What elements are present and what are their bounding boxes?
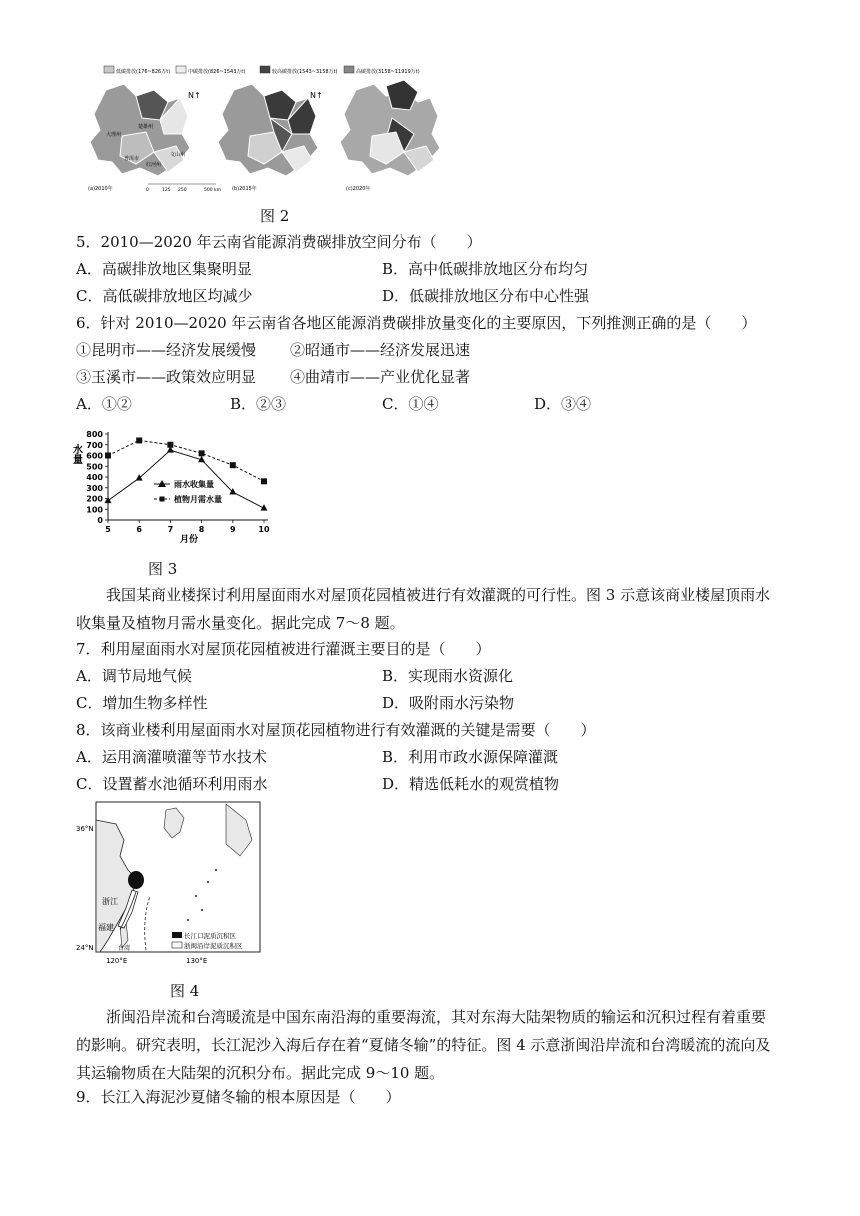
- q6-option-c: C．①④: [382, 395, 439, 413]
- legend-high: 较高碳排放(1543~3158万t): [272, 69, 338, 75]
- q8-option-a: A．运用滴灌喷灌等节水技术: [76, 748, 267, 766]
- y-tick-label: 300: [86, 483, 103, 493]
- legend-swatch-mid: [176, 66, 186, 73]
- series-0-point: [136, 474, 143, 481]
- q5-option-a: A．高碳排放地区集聚明显: [76, 260, 252, 278]
- scale-label: 125: [162, 188, 171, 192]
- y-tick-label: 800: [86, 430, 103, 439]
- y-tick-label: 500: [86, 462, 103, 472]
- legend-item-demand: [154, 494, 222, 504]
- lon-label: 130°E: [186, 957, 208, 965]
- y-tick-label: 200: [86, 494, 103, 504]
- q5-option-b: B．高中低碳排放地区分布均匀: [382, 260, 589, 278]
- q6-stem: 6．针对 2010—2020 年云南省各地区能源消费碳排放量变化的主要原因，下列推测正确的是（ ）: [76, 314, 757, 332]
- q8-stem: 8．该商业楼利用屋面雨水对屋顶花园植物进行有效灌溉的关键是需要（ ）: [76, 721, 596, 739]
- y-tick-label: 600: [86, 451, 103, 461]
- panel-label: (b)2015年: [232, 186, 257, 192]
- lon-label: 120°E: [106, 957, 128, 965]
- map-2020: [340, 80, 440, 192]
- chart-ylabel: 水量: [70, 444, 82, 464]
- q5-option-d: D．低碳排放地区分布中心性强: [382, 287, 590, 305]
- x-tick-label: 8: [198, 525, 205, 534]
- q7-stem: 7．利用屋面雨水对屋顶花园植被进行灌溉主要目的是（ ）: [76, 640, 491, 658]
- q6-statement-1: ①昆明市——经济发展缓慢: [76, 341, 257, 359]
- series-1-point: [261, 478, 267, 484]
- passage-9-10: 浙闽沿岸流和台湾暖流是中国东南沿海的重要海流，其对东海大陆架物质的输运和沉积过程有着重要的影响。研究表明，长江泥沙入海后存在着“夏储冬输”的特征。图 4 示意浙闽沿岸流和台湾暖流的流向及其运输物质在大陆架的沉积分布。据此完成 9～10 题。: [76, 1008, 771, 1082]
- place-label-fujian: 福建: [98, 923, 114, 932]
- y-tick-label: 700: [86, 440, 103, 450]
- map-2010: [88, 84, 221, 192]
- figure4-caption: 图 4: [170, 982, 200, 1000]
- legend-yangtze: 长江口泥质沉积区: [184, 932, 236, 940]
- north-arrow-icon: N↑: [188, 91, 201, 100]
- lat-label: 36°N: [76, 825, 94, 833]
- legend-low: 低碳排放(176~826万t): [116, 69, 171, 75]
- legend-zhemin: 浙闽沿岸泥质沉积区: [184, 942, 243, 950]
- q8-option-c: C．设置蓄水池循环利用雨水: [76, 775, 268, 793]
- north-arrow-icon: N↑: [310, 91, 323, 100]
- q9-stem: 9．长江入海泥沙夏储冬输的根本原因是（ ）: [76, 1088, 401, 1106]
- passage-7-8: 我国某商业楼探讨利用屋面雨水对屋顶花园植被进行有效灌溉的可行性。图 3 示意该商业楼屋顶雨水收集量及植物月需水量变化。据此完成 7～8 题。: [76, 586, 771, 632]
- q6-statement-4: ④曲靖市——产业优化显著: [290, 368, 471, 386]
- x-tick-label: 10: [258, 525, 270, 534]
- map-2015: [218, 84, 323, 192]
- y-tick-label: 400: [86, 473, 103, 482]
- q5-option-c: C．高低碳排放地区均减少: [76, 287, 253, 305]
- series-1-point: [230, 462, 236, 468]
- map-label: 大理州: [106, 132, 122, 138]
- q6-option-d: D．③④: [534, 395, 592, 413]
- legend-swatch-low: [104, 66, 114, 73]
- x-tick-label: 9: [230, 525, 236, 534]
- q6-statement-3: ③玉溪市——政策效应明显: [76, 368, 257, 386]
- q7-option-d: D．吸附雨水污染物: [382, 694, 515, 712]
- q7-option-b: B．实现雨水资源化: [382, 667, 514, 685]
- panel-label: (c)2020年: [346, 186, 371, 192]
- q8-option-b: B．利用市政水源保障灌溉: [382, 748, 559, 766]
- x-tick-label: 6: [136, 525, 142, 534]
- lat-label: 24°N: [76, 944, 94, 952]
- series-1-point: [167, 442, 173, 448]
- legend-swatch-highest: [344, 66, 354, 73]
- yangtze-mud-area: [128, 871, 144, 889]
- legend-item-rain: [154, 479, 214, 489]
- figure3-caption: 图 3: [148, 560, 178, 578]
- q6-option-b: B．②③: [230, 395, 287, 413]
- q6-option-a: A．①②: [76, 395, 132, 413]
- panel-label: (a)2010年: [88, 186, 113, 192]
- figure3-chart: [70, 428, 280, 546]
- place-label-zhejiang: 浙江: [102, 897, 118, 906]
- figure4-map: [76, 800, 266, 970]
- series-1-point: [105, 453, 111, 459]
- map-label: 楚雄州: [138, 124, 154, 130]
- x-tick-label: 5: [105, 525, 111, 534]
- q8-option-d: D．精选低耗水的观赏植物: [382, 775, 560, 793]
- figure2-caption: 图 2: [260, 207, 290, 225]
- map-label: 红河州: [146, 162, 162, 168]
- series-1-point: [199, 450, 205, 456]
- map-label: 普洱市: [124, 156, 140, 162]
- legend-swatch-high: [260, 66, 270, 73]
- scale-label: 500 km: [204, 188, 222, 192]
- map-label: 文山州: [170, 152, 186, 158]
- legend-highest: 高碳排放(3158~11919万t): [356, 69, 420, 75]
- series-0-point: [105, 497, 112, 504]
- legend-rain-label: 雨水收集量: [174, 480, 214, 489]
- legend-demand-label: 植物月需水量: [174, 495, 222, 504]
- legend-mid: 中碳排放(826~1543万t): [188, 69, 246, 75]
- q7-option-a: A．调节局地气候: [76, 667, 192, 685]
- y-tick-label: 0: [97, 516, 103, 525]
- q7-option-c: C．增加生物多样性: [76, 694, 208, 712]
- chart-xlabel: 月份: [180, 535, 199, 545]
- figure2: [76, 62, 440, 192]
- y-tick-label: 100: [86, 505, 103, 515]
- q5-stem: 5．2010—2020 年云南省能源消费碳排放空间分布（ ）: [76, 233, 482, 251]
- place-label-taiwan: 台湾: [118, 945, 131, 952]
- scale-label: 250: [178, 188, 187, 192]
- series-line-1: [108, 440, 264, 481]
- series-1-point: [136, 437, 142, 443]
- x-tick-label: 7: [167, 525, 174, 534]
- q6-statement-2: ②昭通市——经济发展迅速: [290, 341, 471, 359]
- scale-label: 0: [146, 188, 149, 192]
